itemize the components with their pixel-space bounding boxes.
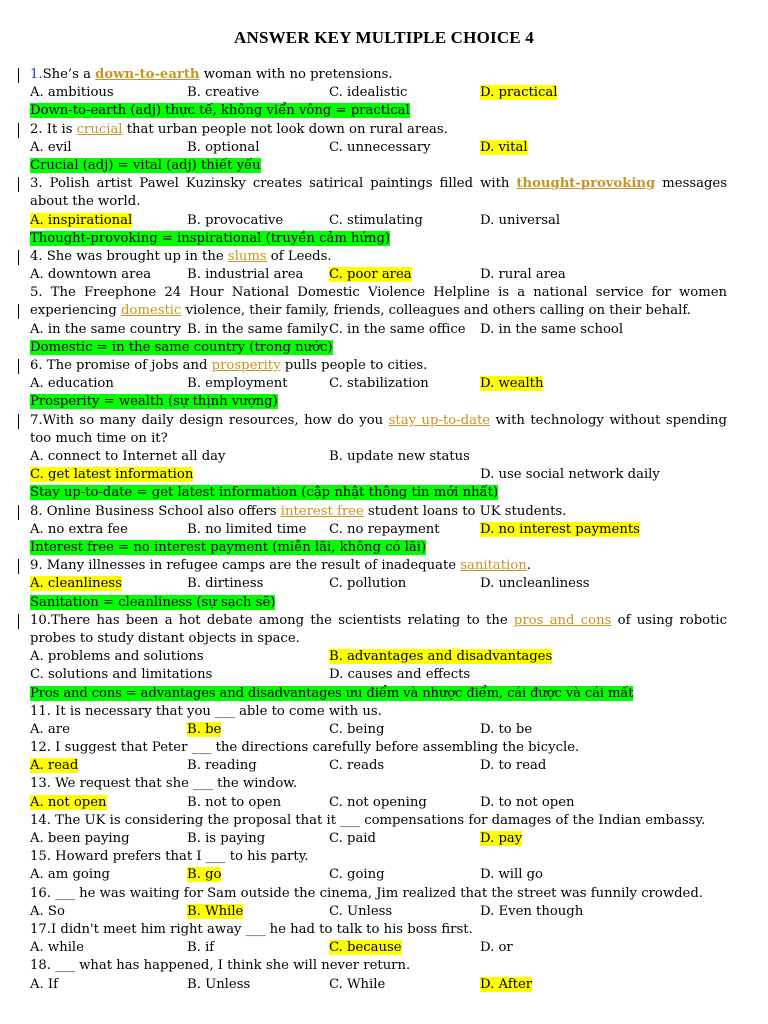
options-row	[30, 794, 727, 812]
keyword: prosperity	[211, 358, 281, 374]
option-b: B. provocative	[187, 212, 284, 228]
options-row	[30, 939, 727, 957]
option-b: B. reading	[187, 758, 257, 774]
question-18: 18. ___ what has happened, I think she will never return.	[30, 958, 411, 974]
change-bar	[18, 614, 19, 629]
explanation-note: Stay up-to-date = get latest information (cập nhật thông tin mới nhất)	[30, 485, 499, 501]
option-c: C. reads	[329, 758, 385, 774]
correct-answer: A. read	[30, 758, 79, 774]
option-d: D. Even though	[480, 903, 584, 919]
change-bar	[18, 414, 19, 429]
question-7: 7.With so many daily design resources, how do you stay up-to-date with technology without spending too much time on it?	[30, 412, 727, 448]
correct-answer: D. no interest payments	[480, 521, 640, 537]
page-title: ANSWER KEY MULTIPLE CHOICE 4	[233, 28, 534, 47]
correct-answer: A. cleanliness	[30, 576, 122, 592]
question-6: 6. The promise of jobs and prosperity pulls people to cities.	[30, 357, 727, 375]
keyword: thought-provoking	[516, 176, 656, 192]
question-number: 1.	[30, 67, 43, 82]
option-a: A. So	[30, 903, 65, 919]
option-c: C. being	[329, 721, 385, 737]
correct-answer: B. While	[187, 903, 244, 919]
question-16: 16. ___ he was waiting for Sam outside the cinema, Jim realized that the street was funnily crowded.	[30, 885, 704, 901]
option-b: B. in the same family	[187, 321, 329, 337]
option-b: B. update new status	[329, 449, 470, 465]
change-bar	[18, 304, 19, 319]
question-1: 1.She’s a down-to-earth woman with no pretensions.	[30, 66, 727, 84]
option-d: D. in the same school	[480, 321, 624, 337]
question-2: 2. It is crucial that urban people not look down on rural areas.	[30, 121, 727, 139]
correct-answer: C. because	[329, 940, 402, 956]
change-bar	[18, 505, 19, 520]
correct-answer: D. pay	[480, 831, 523, 846]
options-row	[30, 448, 727, 466]
option-b: B. Unless	[187, 976, 251, 992]
question-11: 11. It is necessary that you ___ able to come with us.	[30, 703, 382, 719]
question-3: 3. Polish artist Pawel Kuzinsky creates satirical paintings filled with thought-provoking messages about the world.	[30, 175, 727, 211]
options-row	[30, 757, 727, 775]
explanation-note: Thought-provoking = inspirational (truyền cảm hứng)	[30, 230, 391, 246]
explanation-note: Domestic = in the same country (trong nước)	[30, 339, 333, 355]
option-d: D. use social network daily	[480, 467, 660, 483]
option-a: A. education	[30, 376, 114, 392]
option-c: C. stabilization	[329, 376, 429, 392]
option-b: B. not to open	[187, 794, 282, 810]
option-c: C. going	[329, 867, 385, 883]
option-c: C. not opening	[329, 794, 427, 810]
options-row	[30, 266, 727, 284]
option-d: D. or	[480, 940, 513, 956]
keyword: domestic	[121, 303, 182, 319]
option-b: B. employment	[187, 376, 288, 392]
options-row	[30, 575, 727, 593]
keyword: interest free	[280, 503, 364, 519]
explanation-note: Prosperity = wealth (sự thịnh vượng)	[30, 394, 278, 410]
option-c: C. solutions and limitations	[30, 667, 213, 683]
option-d: D. will go	[480, 867, 544, 883]
option-a: A. If	[30, 976, 58, 992]
option-c: C. pollution	[329, 576, 407, 592]
option-b: B. creative	[187, 85, 260, 101]
option-b: B. no limited time	[187, 521, 307, 537]
option-a: A. connect to Internet all day	[30, 449, 226, 465]
options-row	[30, 84, 727, 102]
option-a: A. been paying	[30, 831, 130, 846]
options-row	[30, 521, 727, 539]
question-4: 4. She was brought up in the slums of Leeds.	[30, 248, 727, 266]
options-row	[30, 375, 727, 393]
correct-answer: D. wealth	[480, 376, 544, 392]
question-14: 14. The UK is considering the proposal that it ___ compensations for damages of the Indian embassy.	[30, 812, 706, 828]
correct-answer: A. inspirational	[30, 212, 133, 228]
option-d: D. to be	[480, 721, 533, 737]
option-c: C. Unless	[329, 903, 393, 919]
change-bar	[18, 68, 19, 83]
option-a: A. are	[30, 721, 70, 737]
keyword: crucial	[76, 121, 123, 137]
explanation-note: Down-to-earth (adj) thực tế, không viển vông = practical	[30, 103, 410, 119]
option-c: C. in the same office	[329, 321, 466, 337]
option-a: A. in the same country	[30, 321, 182, 337]
correct-answer: B. be	[187, 721, 222, 737]
correct-answer: A. not open	[30, 794, 107, 810]
option-b: B. dirtiness	[187, 576, 264, 592]
correct-answer: B. advantages and disadvantages	[329, 649, 553, 665]
option-a: A. no extra fee	[30, 521, 128, 537]
question-13: 13. We request that she ___ the window.	[30, 776, 298, 792]
keyword: pros and cons	[513, 612, 612, 628]
option-a: A. evil	[30, 139, 72, 155]
option-b: B. industrial area	[187, 267, 304, 283]
question-5: 5. The Freephone 24 Hour National Domestic Violence Helpline is a national service for women experiencing domestic violence, their family, friends, colleagues and others calling on their behalf.	[30, 284, 727, 320]
options-row	[30, 648, 727, 666]
question-10: 10.There has been a hot debate among the scientists relating to the pros and cons of using robotic probes to study distant objects in space.	[30, 612, 727, 648]
option-c: C. unnecessary	[329, 139, 431, 155]
option-a: A. downtown area	[30, 267, 152, 283]
change-bar	[18, 123, 19, 138]
correct-answer: D. After	[480, 976, 533, 992]
option-d: D. universal	[480, 212, 561, 228]
options-row	[30, 976, 727, 994]
question-12: 12. I suggest that Peter ___ the directions carefully before assembling the bicycle.	[30, 740, 580, 756]
option-d: D. uncleanliness	[480, 576, 590, 592]
explanation-note: Pros and cons = advantages and disadvantages ưu điểm và nhược điểm, cái được và cái mất	[30, 685, 634, 701]
option-b: B. is paying	[187, 831, 266, 846]
explanation-note: Crucial (adj) = vital (adj) thiết yếu	[30, 157, 261, 173]
option-a: A. problems and solutions	[30, 649, 204, 665]
option-c: C. idealistic	[329, 85, 408, 101]
options-row	[30, 212, 727, 230]
option-d: D. causes and effects	[329, 667, 471, 683]
explanation-note: Interest free = no interest payment (miễn lãi, không có lãi)	[30, 539, 427, 555]
question-9: 9. Many illnesses in refugee camps are the result of inadequate sanitation.	[30, 557, 727, 575]
change-bar	[18, 250, 19, 265]
option-d: D. to not open	[480, 794, 575, 810]
option-a: A. while	[30, 940, 84, 956]
question-15: 15. Howard prefers that I ___ to his party.	[30, 849, 309, 865]
question-8: 8. Online Business School also offers interest free student loans to UK students.	[30, 503, 727, 521]
correct-answer: C. poor area	[329, 267, 412, 283]
correct-answer: B. go	[187, 867, 222, 883]
question-list	[30, 66, 727, 994]
correct-answer: C. get latest information	[30, 467, 194, 483]
option-a: A. ambitious	[30, 85, 114, 101]
option-d: D. to read	[480, 758, 547, 774]
keyword: sanitation	[460, 558, 527, 574]
options-row	[30, 321, 727, 339]
options-row	[30, 721, 727, 739]
explanation-note: Sanitation = cleanliness (sự sạch sẽ)	[30, 594, 276, 610]
option-d: D. rural area	[480, 267, 566, 283]
keyword: slums	[227, 248, 267, 264]
options-row	[30, 139, 727, 157]
change-bar	[18, 177, 19, 192]
option-a: A. am going	[30, 867, 111, 883]
correct-answer: D. vital	[480, 139, 528, 155]
options-row	[30, 666, 727, 684]
correct-answer: D. practical	[480, 85, 558, 101]
options-row	[30, 903, 727, 921]
option-c: C. While	[329, 976, 386, 992]
question-17: 17.I didn't meet him right away ___ he had to talk to his boss first.	[30, 921, 473, 937]
change-bar	[18, 559, 19, 574]
option-c: C. stimulating	[329, 212, 423, 228]
options-row	[30, 466, 727, 484]
option-b: B. if	[187, 940, 215, 956]
options-row	[30, 830, 727, 848]
option-c: C. paid	[329, 831, 376, 846]
option-b: B. optional	[187, 139, 260, 155]
keyword: down-to-earth	[95, 67, 200, 82]
change-bar	[18, 359, 19, 374]
options-row	[30, 866, 727, 884]
keyword: stay up-to-date	[388, 412, 491, 428]
option-c: C. no repayment	[329, 521, 440, 537]
